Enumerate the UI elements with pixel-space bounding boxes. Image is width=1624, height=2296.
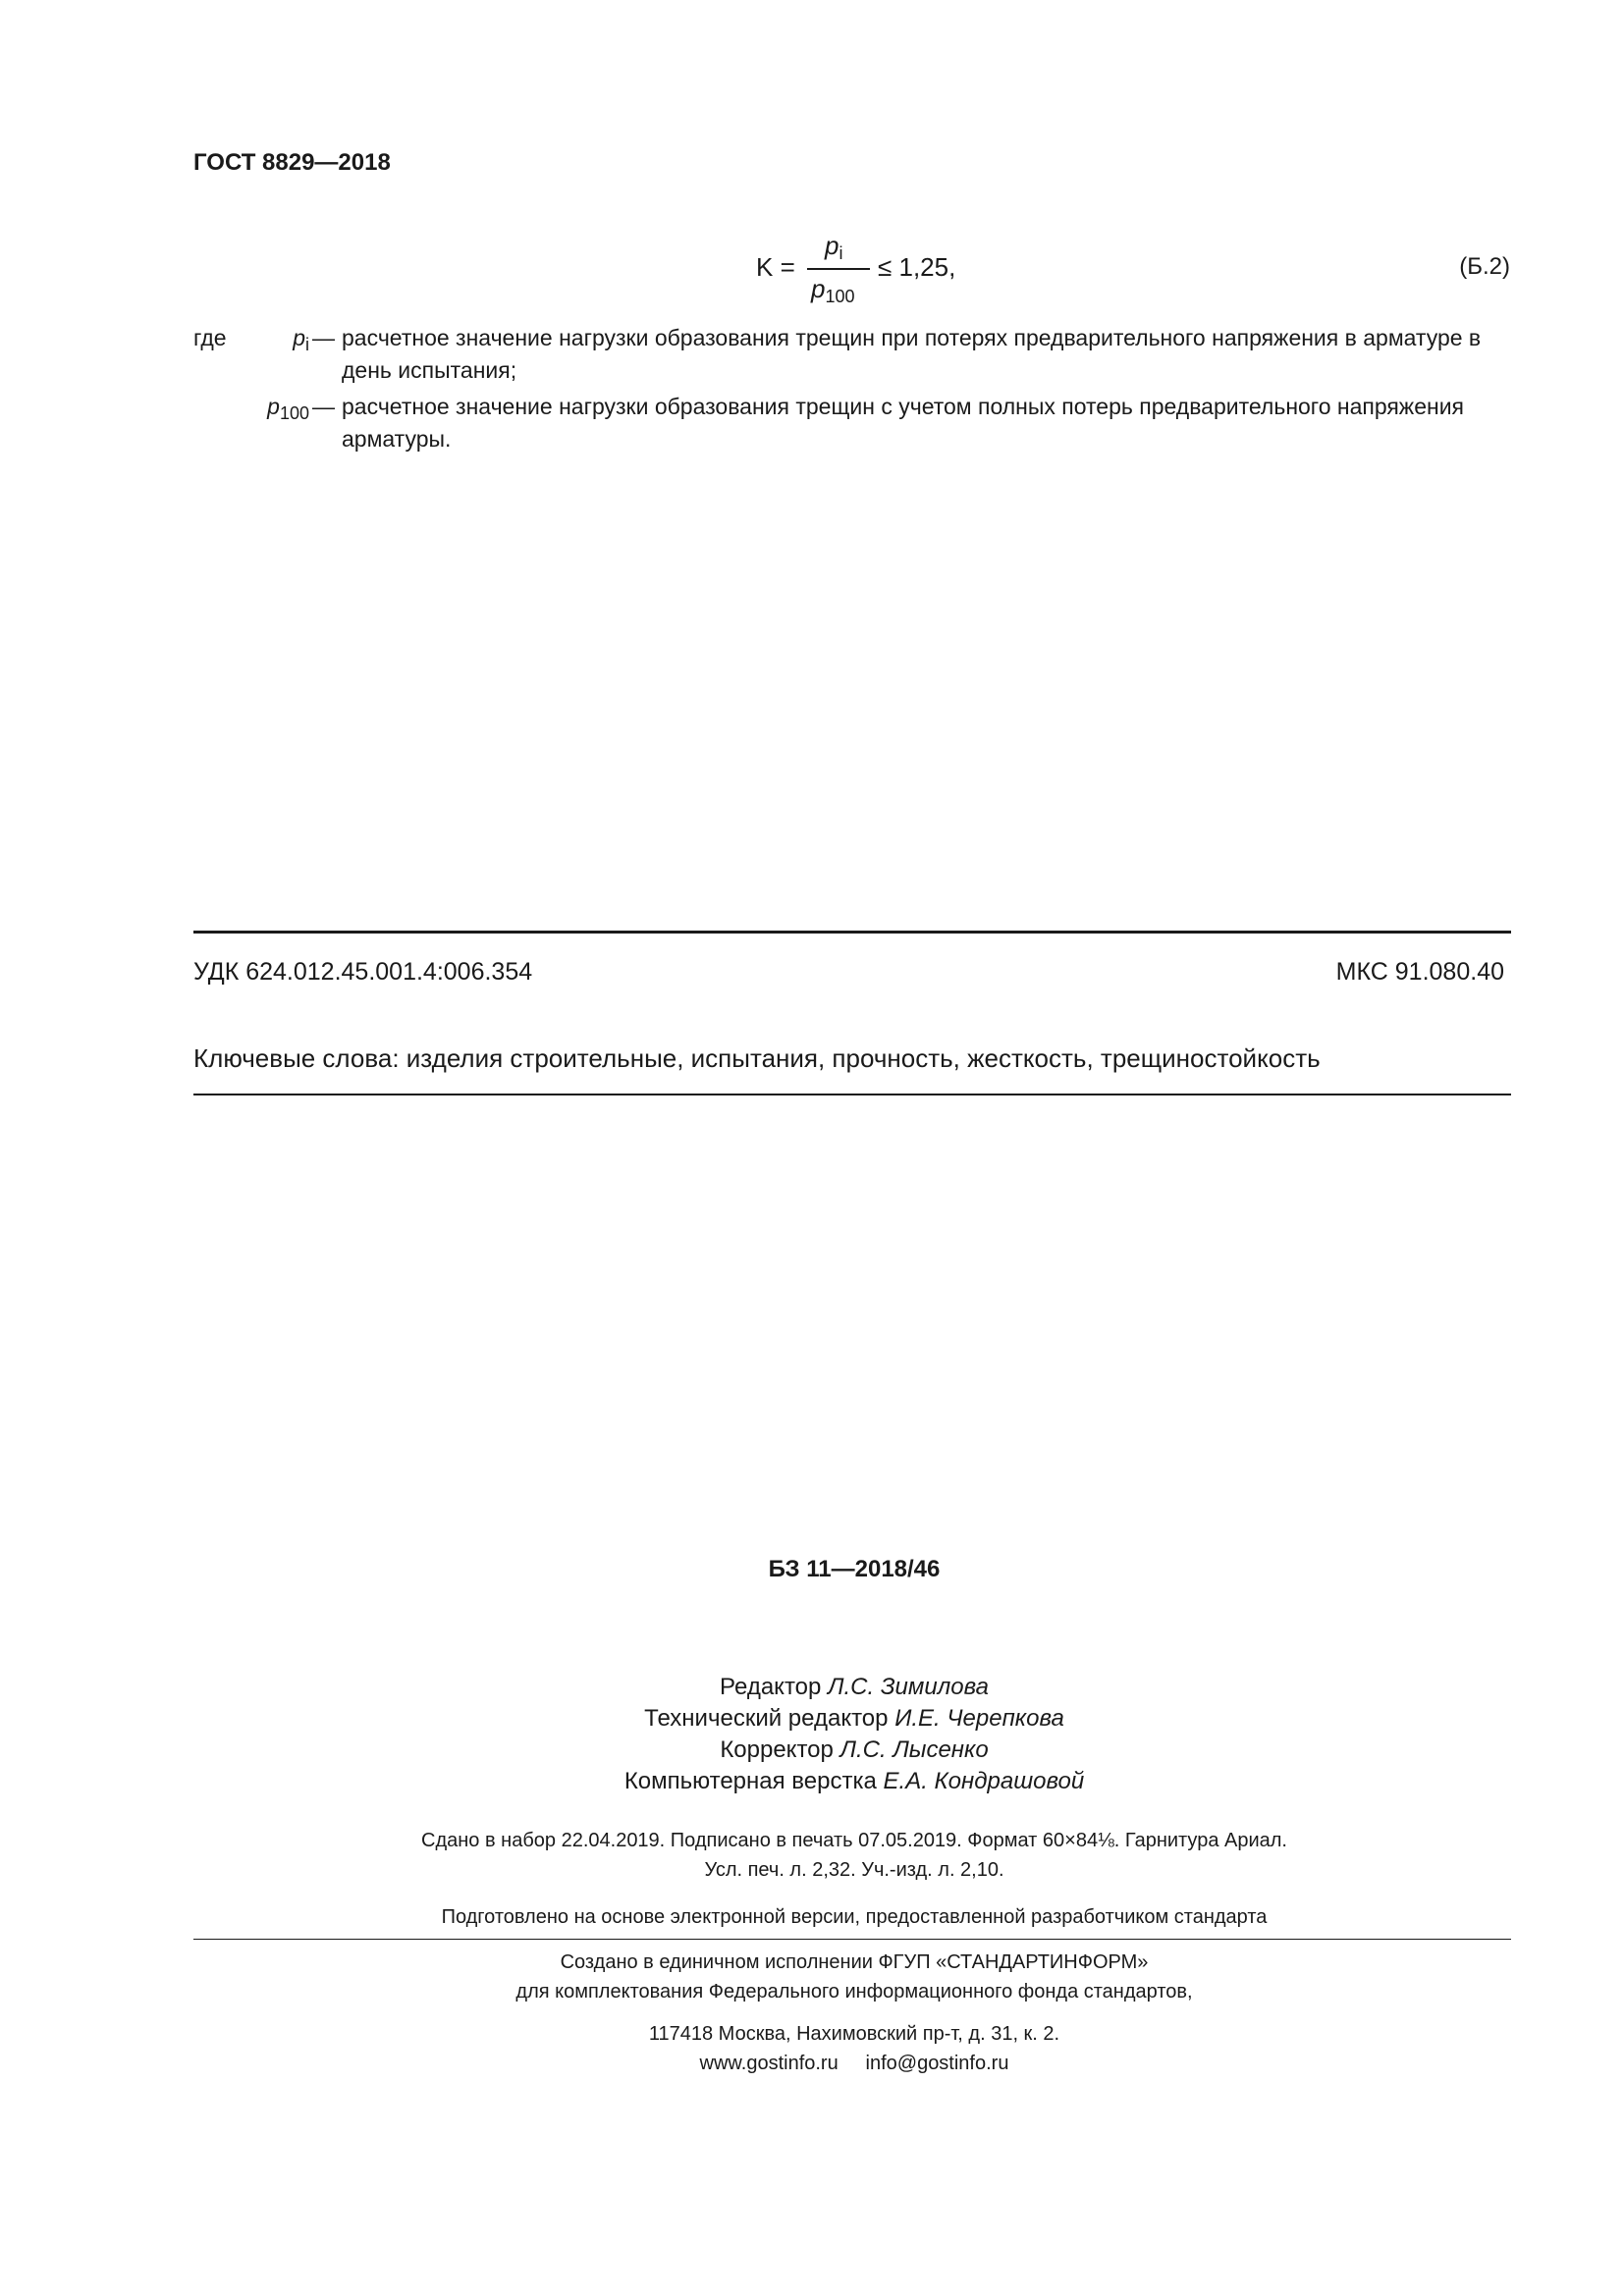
bz-number: БЗ 11—2018/46 [768, 1556, 941, 1582]
definition-item [193, 391, 1511, 455]
divider-footer [193, 1939, 1511, 1940]
keywords: Ключевые слова: изделия строительные, испытания, прочность, жесткость, трещиностойкость [193, 1043, 1321, 1073]
print-info-line2: Усл. печ. л. 2,32. Уч.-изд. л. 2,10. [704, 1859, 1004, 1881]
credit-line: Технический редактор И.Е. Черепкова [644, 1705, 1064, 1732]
definitions-list [193, 322, 1511, 459]
formula-lhs: K = [756, 252, 795, 282]
document-header: ГОСТ 8829—2018 [193, 149, 391, 176]
definition-dash: — [312, 394, 335, 419]
contacts [0, 2049, 1624, 2078]
divider-top [193, 931, 1511, 934]
divider-keywords [193, 1094, 1511, 1095]
editorial-credits [0, 1672, 1624, 1797]
definition-text: расчетное значение нагрузки образования трещин с учетом полных потерь предварительного напряжения арматуры. [342, 394, 1464, 452]
website-link[interactable]: www.gostinfo.ru [699, 2053, 839, 2074]
definition-symbol: $p_i$ [293, 325, 309, 354]
credit-line: Корректор Л.С. Лысенко [720, 1736, 989, 1763]
definition-item [193, 322, 1511, 387]
definition-dash: — [312, 325, 335, 350]
equation-number: (Б.2) [1459, 253, 1510, 280]
credit-line: Редактор Л.С. Зимилова [720, 1674, 989, 1700]
definition-lead: где [193, 325, 227, 350]
fraction-bar [807, 268, 870, 270]
print-info-line1: Сдано в набор 22.04.2019. Подписано в печать 07.05.2019. Формат 60×84⅛. Гарнитура Ариал. [421, 1830, 1287, 1851]
definition-symbol: $p_{100}$ [267, 394, 309, 423]
formula-rhs: ≤ 1,25, [878, 252, 956, 282]
email-link[interactable]: info@gostinfo.ru [865, 2053, 1009, 2074]
created-line2: для комплектования Федерального информационного фонда стандартов, [515, 1981, 1193, 2002]
credit-line: Компьютерная верстка Е.А. Кондрашовой [623, 1768, 1085, 1794]
udk-code: УДК 624.012.45.001.4:006.354 [193, 958, 533, 986]
formula-denominator: $p_{100}$ [811, 274, 855, 306]
address: 117418 Москва, Нахимовский пр-т, д. 31, к. 2. [648, 2023, 1060, 2045]
prepared-note: Подготовлено на основе электронной версии, предоставленной разработчиком стандарта [441, 1906, 1268, 1928]
created-line1: Создано в единичном исполнении ФГУП «СТАНДАРТИНФОРМ» [560, 1951, 1149, 1973]
mks-code: МКС 91.080.40 [1335, 958, 1504, 986]
definition-text: расчетное значение нагрузки образования трещин при потерях предварительного напряжения в арматуре в день испытания; [342, 325, 1482, 383]
formula-numerator: $p_i$ [825, 231, 843, 263]
